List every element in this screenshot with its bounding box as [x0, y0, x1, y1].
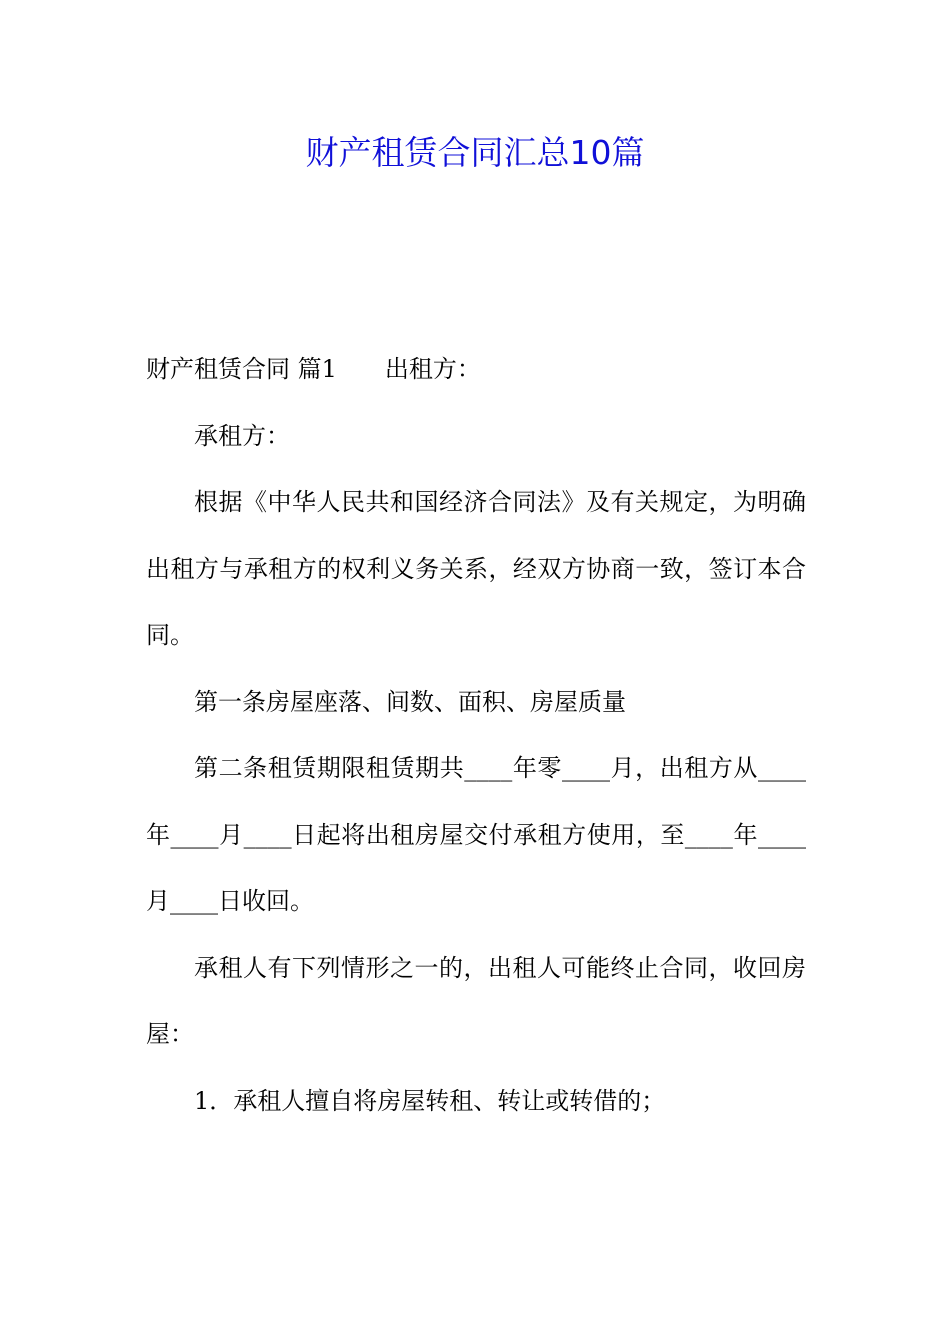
- document-body: [146, 336, 806, 1134]
- paragraph-preamble: 根据《中华人民共和国经济合同法》及有关规定，为明确出租方与承租方的权利义务关系，经双方协商一致，签订本合同。: [146, 488, 806, 649]
- paragraph-lessee: 承租方：: [194, 421, 290, 450]
- paragraph-article-2: 第二条租赁期限租赁期共____年零____月，出租方从____年____月____日起将出租房屋交付承租方使用，至____年____月____日收回。: [146, 754, 806, 915]
- paragraph-section-heading: [146, 336, 806, 403]
- paragraph-item-1: 1．承租人擅自将房屋转租、转让或转借的；: [194, 1086, 666, 1115]
- document-title: 财产租赁合同汇总10篇: [305, 133, 645, 172]
- paragraph-termination: 承租人有下列情形之一的，出租人可能终止合同，收回房屋：: [146, 953, 806, 1048]
- paragraph-article-1: 第一条房屋座落、间数、面积、房屋质量: [194, 687, 626, 716]
- lessor-label: 出租方：: [384, 355, 481, 383]
- section-heading: 财产租赁合同 篇1: [146, 355, 337, 383]
